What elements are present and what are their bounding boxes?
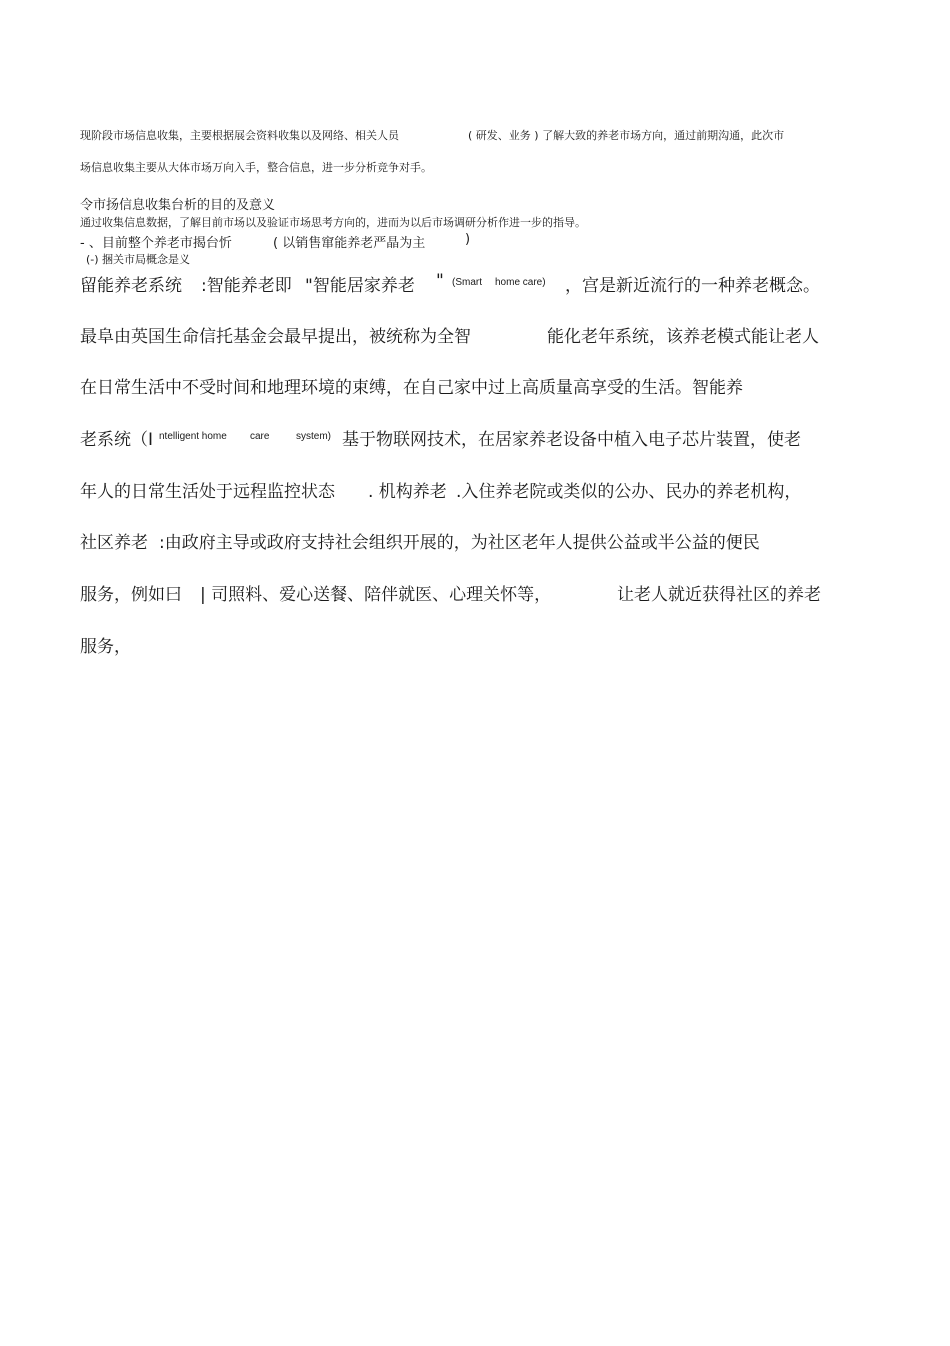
body-line-4 [80,425,880,449]
body-line-5 [80,477,880,501]
body-line-7-part-c: 让老人就近获得社区的养老 [617,585,821,605]
body-line-4-part-c: care [250,431,270,442]
section-body: 通过收集信息数据，了解目前市场以及验证市场思考方向的，进而为以后市场调研分析作进一步的指导。 [80,216,586,229]
intro-line-1-part-b: ( 研发、业务 ) 了解大致的养老市场方向，通过前期沟通，此次市 [468,129,785,142]
heading-2: (-) 捆关市局概念是义 [86,253,191,266]
body-line-2 [80,322,880,346]
body-line-1-part-d: " [436,271,444,291]
heading-1-part-b: ( 以销售窜能养老严晶为主 [273,236,426,251]
body-line-5-part-a: 年人的日常生活处于远程监控状态 [80,482,335,502]
body-line-4-part-d: system) [296,431,331,442]
body-line-7 [80,580,880,604]
heading-1-part-a: - 、目前整个养老市揭台忻 [80,236,232,251]
body-line-2-part-b: 能化老年系统，该养老模式能让老人 [547,327,819,347]
body-line-7-part-b: | 司照料、爱心送餐、陪伴就医、心理关怀等， [200,585,552,605]
intro-line-2: 场信息收集主要从大体市场万向入手，整合信息，进一步分析竞争对手。 [80,161,432,174]
body-line-5-part-b: . 机构养老 [368,482,447,502]
body-line-1-part-c: "智能居家养老 [305,276,415,296]
body-line-1-part-g: ，宫是新近流行的一种养老概念。 [565,276,820,296]
body-line-1-part-f: home care) [495,277,546,288]
intro-line-1-part-a: 现阶段市场信息收集，主要根据展会资料收集以及网络、相关人员 [80,129,399,142]
body-line-6-part-b: :由政府主导或政府支持社会组织开展的，为社区老年人提供公益或半公益的便民 [159,533,760,553]
body-line-4-part-e: 基于物联网技术，在居家养老设备中植入电子芯片装置，使老 [342,430,801,450]
body-line-6-part-a: 社区养老 [80,533,148,553]
body-line-1-part-b: :智能养老即 [201,276,292,296]
heading-1-part-c: ) [465,232,471,247]
body-line-8: 服务， [80,637,131,657]
body-line-1 [80,271,880,295]
body-line-5-part-c: .入住养老院或类似的公办、民办的养老机构， [456,482,802,502]
section-title: 令市扬信息收集台析的目的及意义 [80,198,276,213]
body-line-1-part-e: (Smart [452,277,482,288]
body-line-6 [80,528,880,552]
body-line-2-part-a: 最阜由英国生命信托基金会最早提出，被统称为全智 [80,327,471,347]
body-line-3: 在日常生活中不受时间和地理环境的束缚，在自己家中过上高质量高享受的生活。智能养 [80,378,743,398]
body-line-4-part-b: ntelligent home [159,431,227,442]
body-line-4-part-a: 老系统（I [80,430,154,450]
body-line-7-part-a: 服务，例如曰 [80,585,182,605]
body-line-1-part-a: 留能养老系统 [80,276,182,296]
